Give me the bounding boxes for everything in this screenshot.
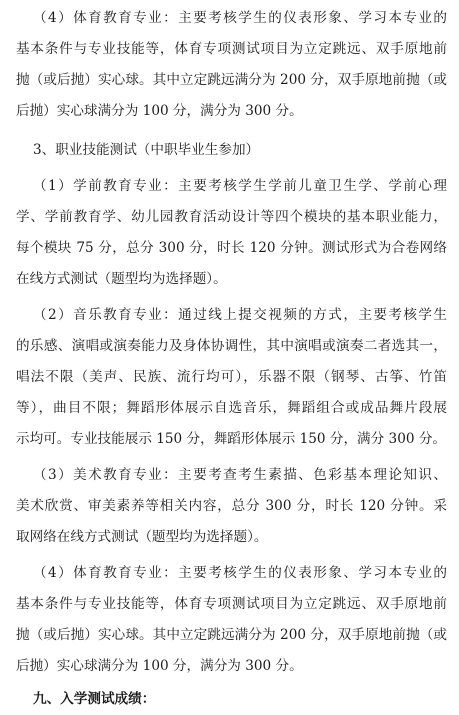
paragraph-line: 抛（或后抛）实心球。其中立定跳远满分为 200 分，双手原地前抛（或 <box>16 72 447 88</box>
paragraph-line: 基本条件与专业技能等，体育专项测试项目为立定跳远、双手原地前 <box>16 596 447 612</box>
paragraph-line: 等），曲目不限；舞蹈形体展示自选音乐，舞蹈组合或成品舞片段展 <box>16 400 447 416</box>
paragraph-line: 每个模块 75 分，总分 300 分，时长 120 分钟。测试形式为合卷网络 <box>16 240 447 256</box>
paragraph-line: （4）体育教育专业：主要考核学生的仪表形象、学习本专业的 <box>33 10 447 26</box>
paragraph-line: 在线方式测试（题型均为选择题）。 <box>16 271 227 287</box>
paragraph-line: 的乐感、演唱或演奏能力及身体协调性，其中演唱或演奏二者选其一， <box>16 338 447 354</box>
section-heading: 九、入学测试成绩： <box>33 691 156 707</box>
paragraph-line: 抛（或后抛）实心球。其中立定跳远满分为 200 分，双手原地前抛（或 <box>16 627 447 643</box>
paragraph-line: 学、学前教育学、幼儿园教育活动设计等四个模块的基本职业能力， <box>16 209 447 225</box>
paragraph-line: （2）音乐教育专业：通过线上提交视频的方式，主要考核学生 <box>33 307 447 323</box>
paragraph-line: 美术欣赏、审美素养等相关内容，总分 300 分，时长 120 分钟。采 <box>16 498 447 514</box>
paragraph-line: （4）体育教育专业：主要考核学生的仪表形象、学习本专业的 <box>33 565 447 581</box>
paragraph-line: （3）美术教育专业：主要考查考生素描、色彩基本理论知识、 <box>33 467 447 483</box>
paragraph-line: 取网络在线方式测试（题型均为选择题）。 <box>16 529 268 545</box>
paragraph-line: （1）学前教育专业：主要考核学生学前儿童卫生学、学前心理 <box>33 178 447 194</box>
paragraph-line: 基本条件与专业技能等，体育专项测试项目为立定跳远、双手原地前 <box>16 41 447 57</box>
section-heading: 3、职业技能测试（中职毕业生参加） <box>33 142 260 158</box>
paragraph-line: 示均可。专业技能展示 150 分，舞蹈形体展示 150 分，满分 300 分。 <box>16 431 447 447</box>
paragraph-line: 后抛）实心球满分为 100 分，满分为 300 分。 <box>16 658 303 674</box>
paragraph-line: 后抛）实心球满分为 100 分，满分为 300 分。 <box>16 103 303 119</box>
paragraph-line: 唱法不限（美声、民族、流行均可），乐器不限（钢琴、古筝、竹笛 <box>16 369 447 385</box>
